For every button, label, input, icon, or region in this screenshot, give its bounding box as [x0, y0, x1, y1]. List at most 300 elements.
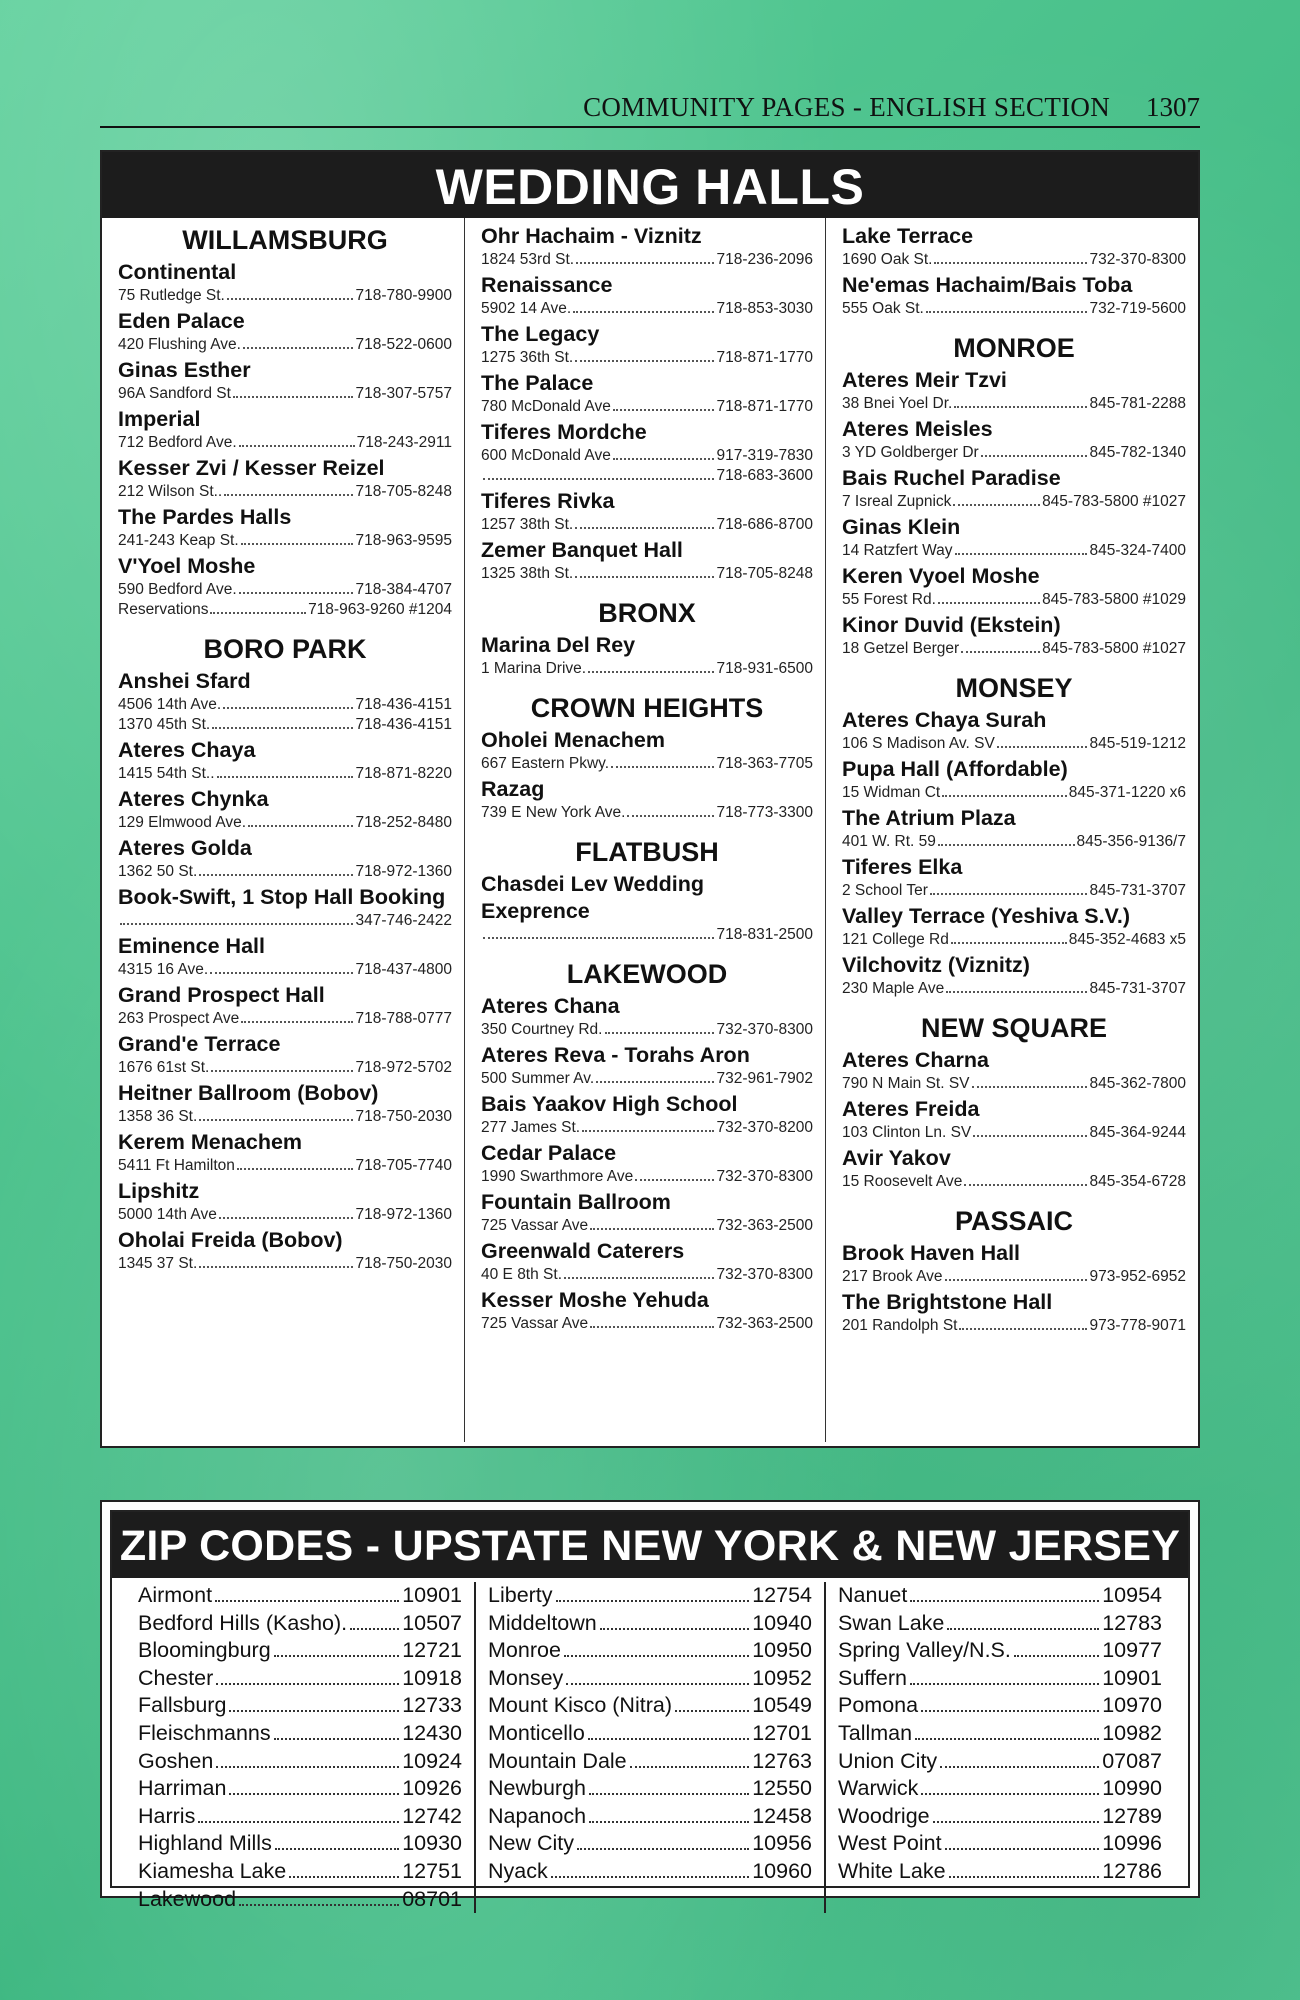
hall-detail-line	[481, 564, 813, 584]
hall-address: 1345 37 St.	[118, 1255, 198, 1272]
zip-row	[138, 1886, 462, 1914]
zip-town: Tallman	[838, 1720, 913, 1745]
hall-entry	[842, 367, 1186, 414]
dot-leader	[575, 576, 714, 578]
hall-phone: 732-961-7902	[716, 1070, 813, 1087]
hall-address: 1358 36 St.	[118, 1108, 198, 1125]
zip-code: 12458	[752, 1803, 812, 1828]
zip-town: Goshen	[138, 1748, 214, 1773]
region-heading: MONROE	[953, 333, 1075, 363]
hall-name: Vilchovitz (Viznitz)	[842, 953, 1030, 977]
hall-detail-line	[842, 881, 1186, 901]
zip-row	[488, 1720, 812, 1748]
hall-address: 5411 Ft Hamilton	[118, 1157, 235, 1174]
hall-phone: 718-384-4707	[355, 581, 452, 598]
hall-detail-line	[118, 1205, 452, 1225]
zip-row	[488, 1803, 812, 1831]
page-header	[100, 90, 1200, 128]
zip-code: 08701	[402, 1886, 462, 1911]
hall-address: 4506 14th Ave.	[118, 696, 222, 713]
dot-leader	[933, 1821, 1100, 1823]
hall-phone: 718-236-2096	[716, 251, 813, 268]
hall-detail-line	[481, 803, 813, 823]
zip-code: 10990	[1102, 1776, 1162, 1801]
hall-detail-line	[842, 930, 1186, 950]
hall-address: 201 Randolph St	[842, 1317, 958, 1334]
hall-detail-line	[118, 862, 452, 882]
dot-leader	[199, 874, 353, 876]
dot-leader	[239, 1904, 399, 1906]
hall-phone: 845-324-7400	[1089, 542, 1186, 559]
hall-detail-line	[118, 600, 452, 620]
hall-phone: 845-783-5800 #1027	[1042, 493, 1186, 510]
section-title: COMMUNITY PAGES - ENGLISH SECTION	[583, 92, 1110, 122]
hall-detail-line	[118, 764, 452, 784]
hall-phone: 732-370-8300	[716, 1266, 813, 1283]
hall-name: Tiferes Elka	[842, 855, 963, 879]
zip-town: Monsey	[488, 1665, 564, 1690]
hall-phone: 718-853-3030	[716, 300, 813, 317]
dot-leader	[627, 815, 714, 817]
dot-leader	[216, 1683, 399, 1685]
wedding-halls-box	[100, 150, 1200, 1448]
hall-phone: 845-364-9244	[1089, 1124, 1186, 1141]
dot-leader	[229, 1710, 399, 1712]
hall-phone: 845-731-3707	[1089, 980, 1186, 997]
hall-detail-line	[842, 1316, 1186, 1336]
hall-entry	[842, 854, 1186, 901]
zip-town: Highland Mills	[138, 1831, 272, 1856]
hall-name: Pupa Hall (Affordable)	[842, 757, 1068, 781]
dot-leader	[588, 1738, 749, 1740]
hall-entry	[118, 1178, 452, 1225]
zip-row	[838, 1692, 1162, 1720]
zip-row	[138, 1830, 462, 1858]
hall-entry	[118, 1129, 452, 1176]
zip-code: 07087	[1102, 1748, 1162, 1773]
zip-row	[138, 1692, 462, 1720]
hall-entry	[481, 1091, 813, 1138]
zip-town: Kiamesha Lake	[138, 1858, 287, 1883]
hall-detail-line	[118, 335, 452, 355]
region-heading: CROWN HEIGHTS	[530, 693, 764, 723]
hall-phone: 732-370-8300	[716, 1168, 813, 1185]
dot-leader	[224, 494, 353, 496]
dot-leader	[590, 1326, 714, 1328]
dot-leader	[576, 262, 714, 264]
hall-entry	[118, 553, 452, 620]
dot-leader	[915, 1738, 1099, 1740]
hall-address: 667 Eastern Pkwy.	[481, 755, 610, 772]
hall-entry	[118, 737, 452, 784]
hall-phone: 973-952-6952	[1089, 1268, 1186, 1285]
hall-detail-line	[118, 531, 452, 551]
hall-address: 14 Ratzfert Way	[842, 542, 953, 559]
zip-town: Swan Lake	[838, 1610, 945, 1635]
hall-entry	[118, 933, 452, 980]
hall-detail-line	[842, 250, 1186, 270]
dot-leader	[566, 1683, 749, 1685]
hall-entry	[842, 952, 1186, 999]
zip-code: 10549	[752, 1693, 812, 1718]
hall-phone: 718-436-4151	[355, 696, 452, 713]
zip-code: 10982	[1102, 1720, 1162, 1745]
hall-name: Anshei Sfard	[118, 669, 251, 693]
hall-name: Book-Swift, 1 Stop Hall Booking	[118, 885, 446, 909]
zip-row	[138, 1748, 462, 1776]
hall-address: 780 McDonald Ave	[481, 398, 611, 415]
dot-leader	[198, 1821, 399, 1823]
hall-phone: 845-731-3707	[1089, 882, 1186, 899]
hall-address: 500 Summer Av.	[481, 1070, 595, 1087]
hall-address: 263 Prospect Ave	[118, 1010, 240, 1027]
hall-detail-line	[481, 1118, 813, 1138]
dot-leader	[210, 972, 353, 974]
dot-leader	[946, 991, 1087, 993]
hall-phone: 718-522-0600	[355, 336, 452, 353]
zip-column-1	[126, 1582, 474, 1913]
hall-phone: 718-972-1360	[355, 1206, 452, 1223]
dot-leader	[964, 1184, 1087, 1186]
hall-detail-line	[481, 1314, 813, 1334]
region-heading: LAKEWOOD	[566, 959, 728, 989]
zip-town: Nanuet	[838, 1583, 908, 1607]
hall-phone: 718-683-3600	[716, 467, 813, 484]
zip-town: Pomona	[838, 1693, 919, 1718]
dot-leader	[243, 347, 354, 349]
hall-entry	[481, 993, 813, 1040]
zip-code: 12783	[1102, 1610, 1162, 1635]
hall-entry	[481, 632, 813, 679]
zip-code: 10901	[1102, 1665, 1162, 1690]
hall-detail-line	[118, 911, 452, 931]
hall-name: Ateres Chaya Surah	[842, 708, 1047, 732]
zip-row	[488, 1665, 812, 1693]
hall-name: Greenwald Caterers	[481, 1239, 685, 1263]
hall-entry	[842, 223, 1186, 270]
zip-row	[838, 1610, 1162, 1638]
zip-town: Suffern	[838, 1665, 907, 1690]
hall-name: Bais Ruchel Paradise	[842, 466, 1061, 490]
hall-phone: 718-750-2030	[355, 1255, 452, 1272]
dot-leader	[199, 1266, 353, 1268]
hall-phone: 718-437-4800	[355, 961, 452, 978]
dot-leader	[588, 671, 714, 673]
hall-detail-line	[118, 695, 452, 715]
dot-leader	[248, 825, 353, 827]
hall-entry	[481, 1238, 813, 1285]
hall-detail-line	[118, 813, 452, 833]
dot-leader	[600, 1628, 749, 1630]
hall-name: Zemer Banquet Hall	[481, 538, 683, 562]
zip-town: Airmont	[138, 1583, 213, 1607]
zip-row	[488, 1692, 812, 1720]
hall-name: Bais Yaakov High School	[481, 1092, 738, 1116]
dot-leader	[564, 1277, 714, 1279]
hall-detail-line	[842, 443, 1186, 463]
dot-leader	[949, 1876, 1100, 1878]
dot-leader	[564, 1655, 749, 1657]
hall-name: The Pardes Halls	[118, 505, 292, 529]
hall-address: 790 N Main St. SV	[842, 1075, 970, 1092]
hall-phone: 845-352-4683 x5	[1068, 931, 1186, 948]
hall-phone: 732-370-8200	[716, 1119, 813, 1136]
hall-name: Ateres Charna	[842, 1048, 989, 1072]
hall-detail-line	[481, 446, 813, 466]
hall-name: Ne'emas Hachaim/Bais Toba	[842, 273, 1133, 297]
dot-leader	[959, 1328, 1087, 1330]
hall-entry	[118, 259, 452, 306]
hall-name: Tiferes Mordche	[481, 420, 647, 444]
hall-name: Fountain Ballroom	[481, 1190, 671, 1214]
hall-address: 725 Vassar Ave	[481, 1217, 589, 1234]
zip-codes-columns	[112, 1578, 1188, 1913]
zip-row	[138, 1665, 462, 1693]
dot-leader	[237, 1168, 354, 1170]
zip-town: Woodrige	[838, 1803, 930, 1828]
zip-town: Middeltown	[488, 1610, 597, 1635]
zip-code: 10956	[752, 1831, 812, 1856]
hall-address: 106 S Madison Av. SV	[842, 735, 995, 752]
hall-entry	[481, 1140, 813, 1187]
hall-entry	[481, 537, 813, 584]
dot-leader	[938, 602, 1040, 604]
hall-name: Oholei Menachem	[481, 728, 665, 752]
zip-code: 10952	[752, 1665, 812, 1690]
hall-name: Lake Terrace	[842, 224, 974, 248]
hall-detail-line	[118, 1107, 452, 1127]
dot-leader	[930, 893, 1088, 895]
zip-town: Fallsburg	[138, 1693, 227, 1718]
hall-entry	[118, 357, 452, 404]
hall-detail-line	[481, 925, 813, 945]
dot-leader	[577, 1848, 749, 1850]
hall-entry	[118, 504, 452, 551]
zip-town: Mountain Dale	[488, 1748, 627, 1773]
hall-name: Avir Yakov	[842, 1146, 951, 1170]
hall-entry	[842, 272, 1186, 319]
hall-detail-line	[481, 659, 813, 679]
hall-entry	[842, 1047, 1186, 1094]
dot-leader	[217, 776, 354, 778]
dot-leader	[910, 1600, 1099, 1602]
zip-row	[138, 1637, 462, 1665]
hall-name: The Legacy	[481, 322, 600, 346]
dot-leader	[556, 1600, 750, 1602]
hall-address: 739 E New York Ave.	[481, 804, 626, 821]
dot-leader	[955, 553, 1088, 555]
hall-name: Kesser Zvi / Kesser Reizel	[118, 456, 385, 480]
dot-leader	[945, 1848, 1100, 1850]
hall-phone: 732-363-2500	[716, 1315, 813, 1332]
dot-leader	[981, 455, 1088, 457]
hall-address: 5902 14 Ave.	[481, 300, 572, 317]
zip-town: West Point	[838, 1831, 942, 1856]
hall-entry	[842, 465, 1186, 512]
hall-detail-line	[842, 979, 1186, 999]
hall-phone: 917-319-7830	[716, 447, 813, 464]
zip-code: 10954	[1102, 1583, 1162, 1607]
region-heading: MONSEY	[955, 673, 1073, 703]
hall-entry	[842, 1096, 1186, 1143]
hall-address: 15 Roosevelt Ave	[842, 1173, 963, 1190]
zip-row	[838, 1830, 1162, 1858]
hall-name: Kerem Menachem	[118, 1130, 303, 1154]
hall-name: Ateres Chana	[481, 994, 620, 1018]
zip-row	[838, 1858, 1162, 1886]
hall-address: 277 James St.	[481, 1119, 581, 1136]
dot-leader	[274, 1738, 400, 1740]
hall-address: 555 Oak St.	[842, 300, 924, 317]
hall-address: 129 Elmwood Ave.	[118, 814, 247, 831]
zip-row	[488, 1637, 812, 1665]
zip-code: 10924	[402, 1748, 462, 1773]
hall-name: Cedar Palace	[481, 1141, 617, 1165]
wedding-halls-columns	[102, 218, 1198, 1442]
hall-address: 5000 14th Ave	[118, 1206, 217, 1223]
zip-row	[838, 1803, 1162, 1831]
zip-code: 12550	[752, 1776, 812, 1801]
zip-code: 12751	[402, 1858, 462, 1883]
hall-phone: 845-371-1220 x6	[1068, 784, 1186, 801]
hall-phone: 845-356-9136/7	[1076, 833, 1186, 850]
dot-leader	[229, 1793, 399, 1795]
hall-detail-line	[842, 1074, 1186, 1094]
hall-name: Ateres Meir Tzvi	[842, 368, 1007, 392]
hall-detail-line	[481, 466, 813, 486]
hall-entry	[481, 223, 813, 270]
hall-phone: 845-781-2288	[1089, 395, 1186, 412]
hall-name: The Palace	[481, 371, 594, 395]
hall-name: Ateres Chynka	[118, 787, 269, 811]
zip-row	[488, 1582, 812, 1610]
zip-code: 10930	[402, 1831, 462, 1856]
wedding-halls-column-3	[826, 218, 1198, 1442]
hall-phone: 718-363-7705	[716, 755, 813, 772]
hall-name: V'Yoel Moshe	[118, 554, 256, 578]
hall-address: 103 Clinton Ln. SV	[842, 1124, 972, 1141]
hall-phone: 732-370-8300	[1089, 251, 1186, 268]
zip-column-2	[474, 1582, 826, 1913]
wedding-halls-column-1	[102, 218, 464, 1442]
hall-address: 1990 Swarthmore Ave	[481, 1168, 634, 1185]
hall-detail-line	[118, 580, 452, 600]
hall-phone: 347-746-2422	[355, 912, 452, 929]
hall-name: Ohr Hachaim - Viznitz	[481, 224, 702, 248]
hall-phone: 718-871-1770	[716, 349, 813, 366]
zip-row	[488, 1830, 812, 1858]
hall-phone: 718-307-5757	[355, 385, 452, 402]
hall-detail-line	[481, 515, 813, 535]
dot-leader	[575, 527, 714, 529]
hall-entry	[481, 1042, 813, 1089]
hall-entry	[118, 1080, 452, 1127]
dot-leader	[947, 1628, 1099, 1630]
dot-leader	[1014, 1655, 1099, 1657]
dot-leader	[241, 1021, 353, 1023]
hall-phone: 973-778-9071	[1089, 1317, 1186, 1334]
hall-address: 1257 38th St.	[481, 516, 574, 533]
hall-detail-line	[842, 299, 1186, 319]
hall-entry	[842, 756, 1186, 803]
region-heading: FLATBUSH	[575, 837, 719, 867]
hall-detail-line	[481, 1265, 813, 1285]
hall-phone: 718-243-2911	[356, 434, 452, 451]
zip-town: Napanoch	[488, 1803, 587, 1828]
hall-entry	[842, 1145, 1186, 1192]
hall-detail-line	[481, 250, 813, 270]
hall-address: 1676 61st St.	[118, 1059, 210, 1076]
hall-address: 1415 54th St..	[118, 765, 215, 782]
hall-address: 241-243 Keap St.	[118, 532, 239, 549]
hall-name: Ginas Klein	[842, 515, 961, 539]
hall-address: Reservations	[118, 601, 209, 618]
zip-row	[488, 1775, 812, 1803]
hall-phone: 718-831-2500	[716, 926, 813, 943]
dot-leader	[910, 1683, 1099, 1685]
hall-name: Valley Terrace (Yeshiva S.V.)	[842, 904, 1131, 928]
dot-leader	[551, 1876, 749, 1878]
zip-code: 10940	[752, 1610, 812, 1635]
hall-phone: 718-705-8248	[355, 483, 452, 500]
dot-leader	[289, 1876, 399, 1878]
dot-leader	[921, 1710, 1099, 1712]
hall-entry	[481, 727, 813, 774]
hall-entry	[118, 455, 452, 502]
dot-leader	[239, 445, 355, 447]
zip-row	[138, 1803, 462, 1831]
hall-name: Ginas Esther	[118, 358, 251, 382]
hall-address: 590 Bedford Ave.	[118, 581, 237, 598]
hall-address: 600 McDonald Ave	[481, 447, 611, 464]
dot-leader	[216, 1766, 399, 1768]
zip-town: Bedford Hills (Kasho).	[138, 1610, 348, 1635]
hall-entry	[842, 612, 1186, 659]
dot-leader	[274, 1655, 400, 1657]
hall-address: 1362 50 St.	[118, 863, 198, 880]
region-heading: PASSAIC	[954, 1206, 1074, 1236]
hall-name: Lipshitz	[118, 1179, 200, 1203]
dot-leader	[997, 746, 1088, 748]
zip-code: 10996	[1102, 1831, 1162, 1856]
hall-entry	[842, 416, 1186, 463]
hall-address: 1824 53rd St.	[481, 251, 575, 268]
dot-leader	[596, 1081, 714, 1083]
hall-name: Marina Del Rey	[481, 633, 636, 657]
hall-name: Eminence Hall	[118, 934, 265, 958]
zip-code: 12430	[402, 1720, 462, 1745]
region-heading: NEW SQUARE	[920, 1013, 1107, 1043]
hall-phone: 732-363-2500	[716, 1217, 813, 1234]
hall-name: Heitner Ballroom (Bobov)	[118, 1081, 379, 1105]
zip-code: 12754	[752, 1583, 812, 1607]
zip-town: Chester	[138, 1665, 214, 1690]
hall-entry	[118, 1227, 452, 1274]
zip-code: 12786	[1102, 1858, 1162, 1883]
hall-detail-line	[481, 754, 813, 774]
zip-code: 12742	[402, 1803, 462, 1828]
zip-code: 10926	[402, 1776, 462, 1801]
zip-code: 10507	[402, 1610, 462, 1635]
hall-detail-line	[118, 482, 452, 502]
zip-row	[838, 1748, 1162, 1776]
zip-town: Spring Valley/N.S.	[838, 1638, 1011, 1663]
hall-entry	[481, 776, 813, 823]
zip-town: Fleischmanns	[138, 1720, 271, 1745]
dot-leader	[219, 1217, 354, 1219]
zip-code: 12721	[402, 1638, 462, 1663]
hall-entry	[118, 1031, 452, 1078]
